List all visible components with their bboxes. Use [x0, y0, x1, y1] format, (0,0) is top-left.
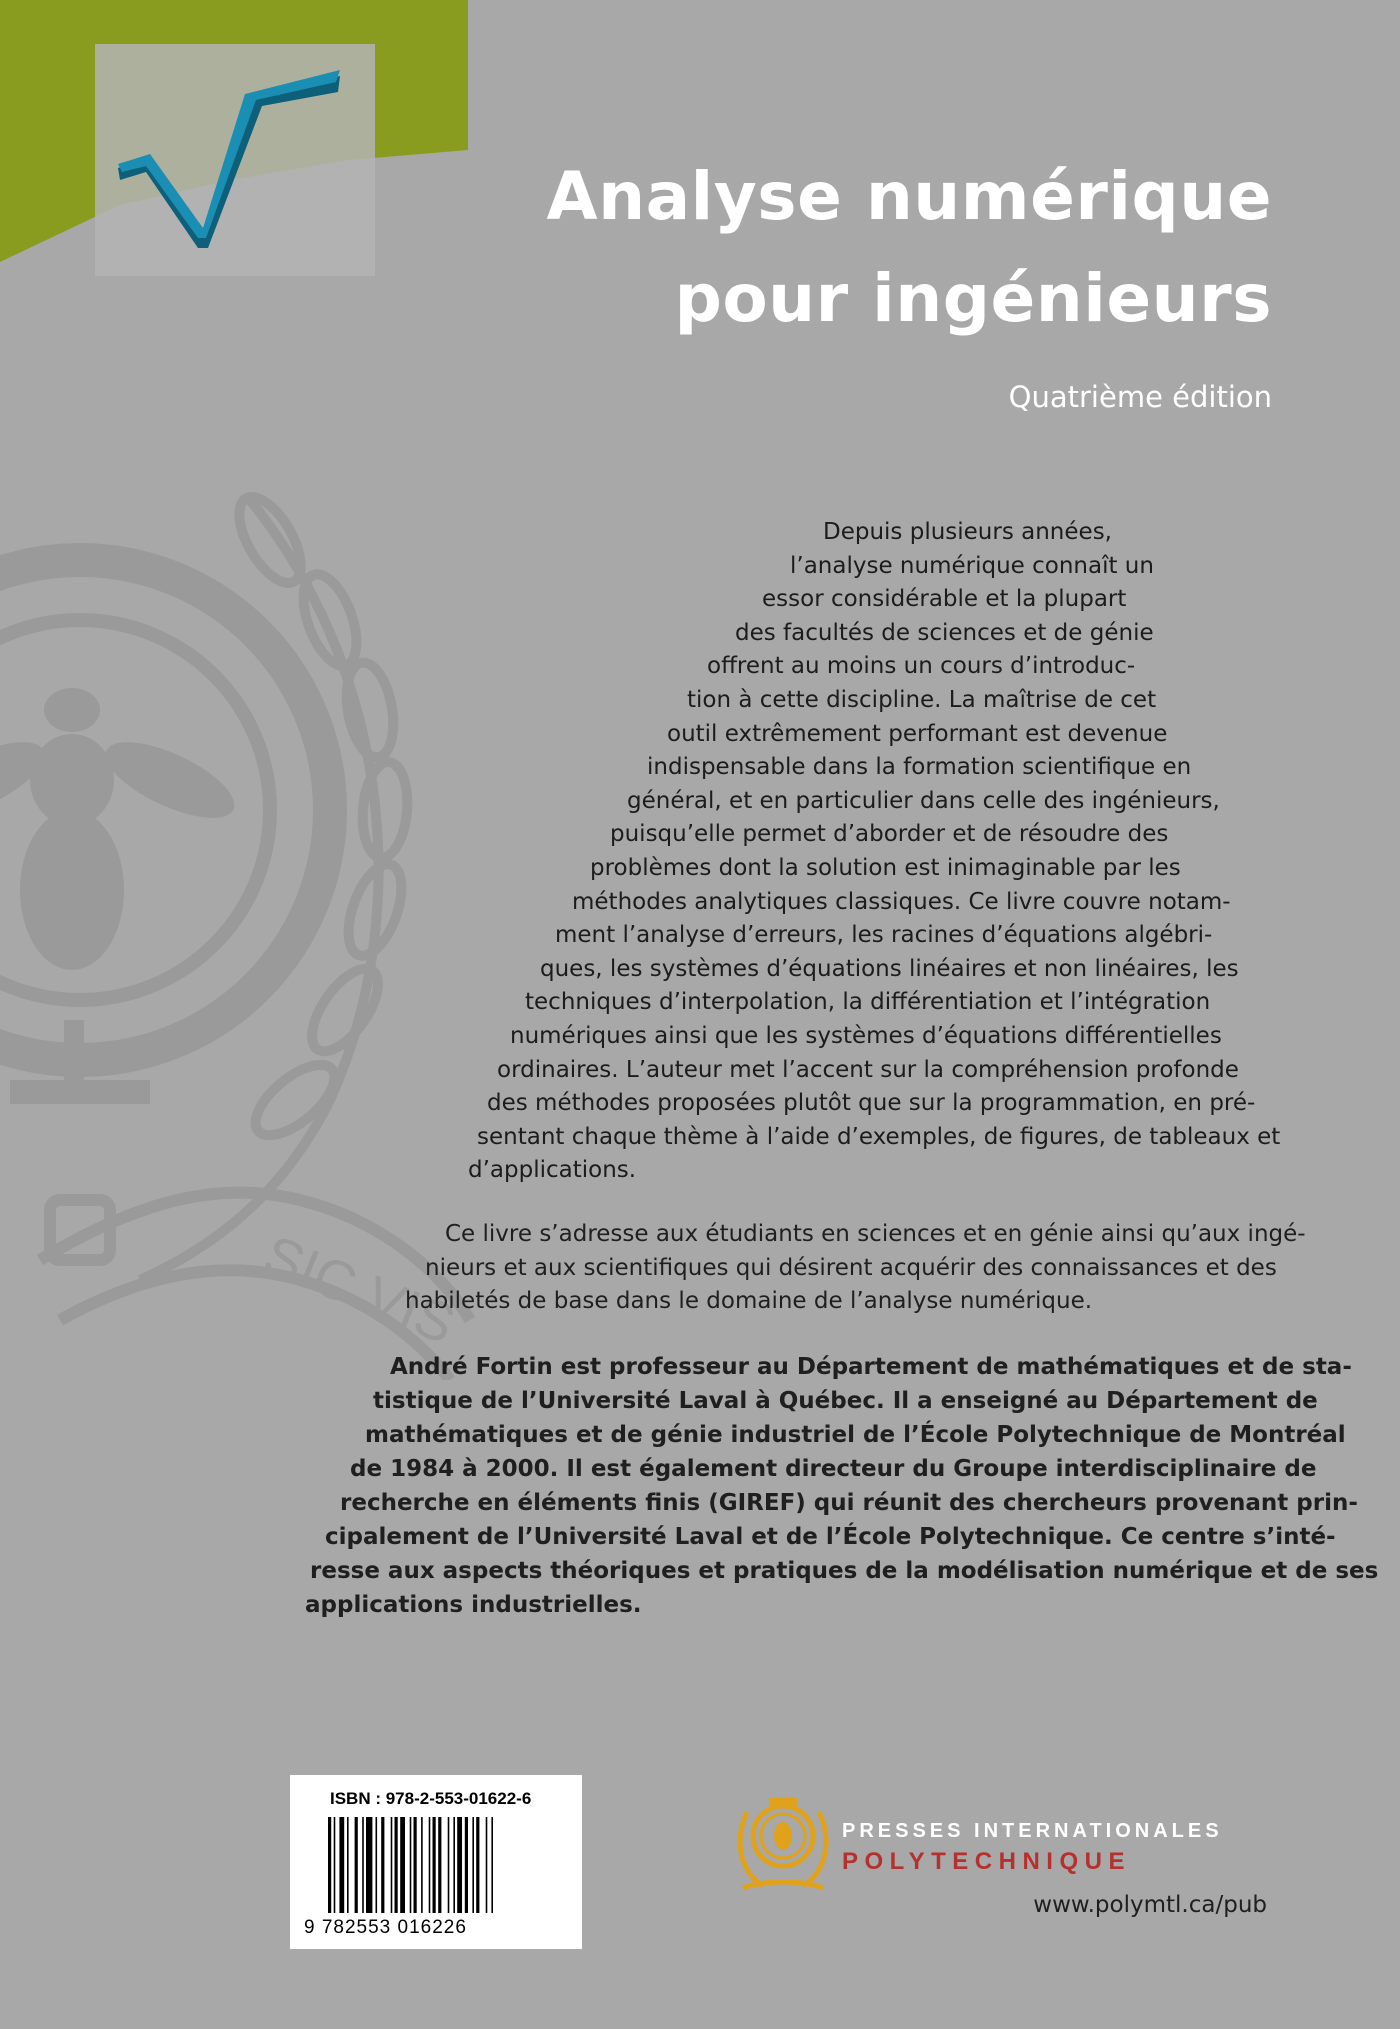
barcode-stripe: [429, 1817, 431, 1913]
description-line: puisqu’elle permet d’aborder et de résoudre des: [610, 821, 1169, 848]
barcode-stripe: [376, 1817, 378, 1913]
author-line: recherche en éléments finis (GIREF) qui réunit des chercheurs provenant prin-: [340, 1490, 1358, 1516]
edition-label: Quatrième édition: [1008, 380, 1272, 414]
author-bio: [305, 1350, 1379, 1622]
description-line: techniques d’interpolation, la différentiation et l’intégration: [525, 989, 1211, 1016]
description-line: général, et en particulier dans celle des ingénieurs,: [627, 787, 1220, 814]
barcode-stripe: [438, 1817, 441, 1913]
barcode-stripe: [476, 1817, 479, 1913]
description-line: Depuis plusieurs années,: [823, 519, 1112, 545]
description-line: sentant chaque thème à l’aide d’exemples, de figures, de tableaux et: [477, 1123, 1281, 1150]
description-paragraph: [275, 516, 1281, 1188]
publisher-emblem-icon: [733, 1792, 833, 1902]
title-line-2: pour ingénieurs: [674, 260, 1272, 337]
barcode-stripe: [491, 1817, 493, 1913]
barcode-bars: [328, 1817, 548, 1917]
publisher-name-line-1: PRESSES INTERNATIONALES: [842, 1820, 1223, 1842]
barcode-stripe: [410, 1817, 412, 1913]
barcode-digits: 9 782553 016226: [304, 1917, 467, 1938]
publisher-name-line-2: POLYTECHNIQUE: [842, 1848, 1131, 1875]
description-line: indispensable dans la formation scientifique en: [647, 754, 1192, 781]
barcode-stripe: [381, 1817, 384, 1913]
barcode-stripe: [472, 1817, 474, 1913]
audience-line: habiletés de base dans le domaine de l’analyse numérique.: [405, 1288, 1093, 1315]
description-line: offrent au moins un cours d’introduc-: [707, 653, 1136, 680]
barcode-stripe: [334, 1817, 336, 1913]
barcode-stripe: [328, 1817, 331, 1913]
barcode-stripe: [465, 1817, 468, 1913]
audience-line: nieurs et aux scientifiques qui désirent acquérir des connaissances et des: [425, 1254, 1277, 1281]
description-line: des méthodes proposées plutôt que sur la programmation, en pré-: [487, 1090, 1256, 1117]
author-line: tistique de l’Université Laval à Québec. Il a enseigné au Département de: [373, 1388, 1318, 1414]
barcode-stripe: [486, 1817, 488, 1913]
barcode-stripe: [355, 1817, 358, 1913]
description-line: problèmes dont la solution est inimaginable par les: [590, 854, 1181, 881]
description-line: méthodes analytiques classiques. Ce livre couvre notam-: [572, 888, 1231, 915]
isbn-label: ISBN : 978-2-553-01622-6: [330, 1789, 532, 1808]
barcode-stripe: [339, 1817, 344, 1913]
title-line-1: Analyse numérique: [546, 158, 1272, 235]
description-line: ment l’analyse d’erreurs, les racines d’équations algébri-: [555, 922, 1213, 949]
corner-logo: [0, 0, 470, 290]
audience-line: Ce livre s’adresse aux étudiants en sciences et en génie ainsi qu’aux ingé-: [445, 1221, 1306, 1247]
author-line: mathématiques et de génie industriel de l’École Polytechnique de Montréal: [365, 1422, 1346, 1448]
barcode-stripe: [414, 1817, 417, 1913]
author-line: applications industrielles.: [305, 1592, 642, 1618]
barcode-stripe: [457, 1817, 462, 1913]
barcode-panel: [290, 1775, 582, 1949]
barcode-stripe: [395, 1817, 398, 1913]
description-line: d’applications.: [468, 1157, 637, 1184]
barcode-stripe: [347, 1817, 349, 1913]
emblem-motto: SIC VIS: [255, 1222, 464, 1356]
author-line: resse aux aspects théoriques et pratiques de la modélisation numérique et de ses: [310, 1558, 1379, 1584]
audience-paragraph: [405, 1218, 1306, 1319]
book-title: [512, 146, 1272, 350]
author-line: André Fortin est professeur au Département de mathématiques et de sta-: [390, 1354, 1352, 1380]
description-line: l’analyse numérique connaît un: [790, 552, 1154, 579]
description-line: tion à cette discipline. La maîtrise de cet: [687, 686, 1157, 713]
barcode-stripe: [366, 1817, 372, 1913]
author-line: de 1984 à 2000. Il est également directeur du Groupe interdisciplinaire de: [350, 1456, 1317, 1482]
barcode-stripe: [362, 1817, 364, 1913]
description-line: ordinaires. L’auteur met l’accent sur la compréhension profonde: [497, 1056, 1239, 1083]
barcode-stripe: [453, 1817, 455, 1913]
barcode-stripe: [433, 1817, 436, 1913]
bee-icon: [0, 688, 244, 970]
barcode-stripe: [400, 1817, 405, 1913]
barcode-stripe: [448, 1817, 450, 1913]
barcode-stripe: [421, 1817, 423, 1913]
description-line: ques, les systèmes d’équations linéaires et non linéaires, les: [540, 955, 1239, 982]
publisher-url[interactable]: www.polymtl.ca/pub: [1033, 1892, 1267, 1918]
author-line: cipalement de l’Université Laval et de l’École Polytechnique. Ce centre s’inté-: [325, 1524, 1336, 1550]
description-line: numériques ainsi que les systèmes d’équations différentielles: [510, 1022, 1222, 1049]
description-line: des facultés de sciences et de génie: [735, 619, 1154, 646]
barcode-stripe: [391, 1817, 393, 1913]
description-line: outil extrêmement performant est devenue: [667, 720, 1168, 747]
description-line: essor considérable et la plupart: [762, 586, 1127, 613]
